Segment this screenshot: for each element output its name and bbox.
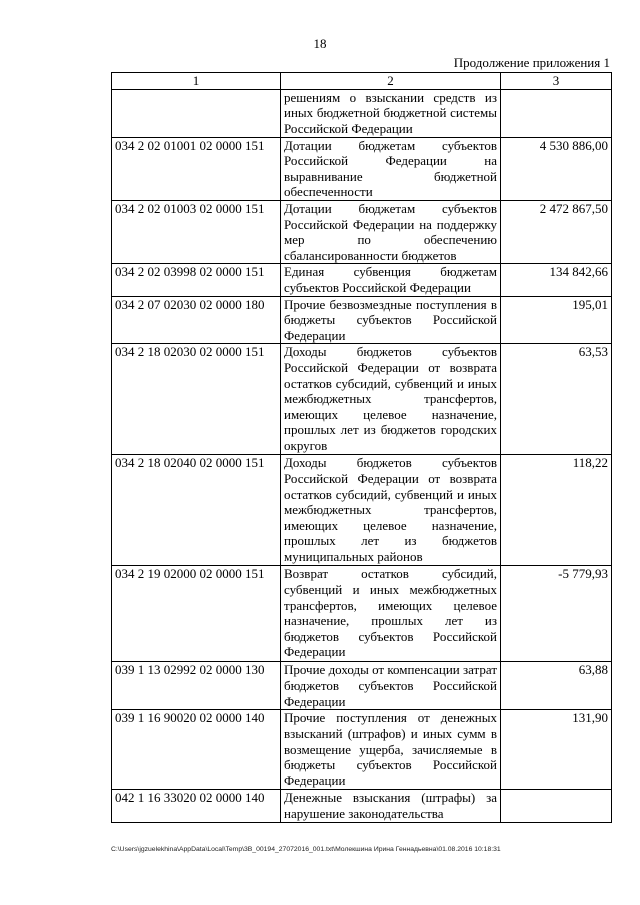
amount: 131,90: [501, 710, 612, 790]
budget-code: 039 1 13 02992 02 0000 130: [112, 662, 281, 710]
revenue-description: Прочие доходы от компенсации затрат бюджетов субъектов Российской Федерации: [281, 662, 501, 710]
column-header-2: 2: [281, 73, 501, 90]
budget-code: 034 2 19 02000 02 0000 151: [112, 566, 281, 662]
table-row: [112, 137, 612, 200]
table-row: [112, 89, 612, 137]
revenue-description: Денежные взыскания (штрафы) за нарушение законодательства: [281, 790, 501, 822]
budget-code: 039 1 16 90020 02 0000 140: [112, 710, 281, 790]
amount: 195,01: [501, 296, 612, 344]
revenue-description: Дотации бюджетам субъектов Российской Федерации на выравнивание бюджетной обеспеченности: [281, 137, 501, 200]
revenue-description: Прочие безвозмездные поступления в бюджеты субъектов Российской Федерации: [281, 296, 501, 344]
table-header-row: [112, 73, 612, 90]
budget-code: [112, 89, 281, 137]
amount: [501, 790, 612, 822]
revenue-description: Прочие поступления от денежных взысканий (штрафов) и иных сумм в возмещение ущерба, зачисляемые в бюджеты субъектов Российской Федерации: [281, 710, 501, 790]
budget-code: 034 2 07 02030 02 0000 180: [112, 296, 281, 344]
amount: 2 472 867,50: [501, 200, 612, 263]
budget-code: 042 1 16 33020 02 0000 140: [112, 790, 281, 822]
revenue-description: Возврат остатков субсидий, субвенций и иных межбюджетных трансфертов, имеющих целевое назначение, прошлых лет из бюджетов субъектов Российской Федерации: [281, 566, 501, 662]
continuation-label: Продолжение приложения 1: [453, 55, 610, 70]
table-row: [112, 264, 612, 296]
table-row: [112, 710, 612, 790]
table-row: [112, 662, 612, 710]
revenue-description: Доходы бюджетов субъектов Российской Федерации от возврата остатков субсидий, субвенций и иных межбюджетных трансфертов, имеющих целевое назначение, прошлых лет из бюджетов муниципальных районов: [281, 455, 501, 566]
table-row: [112, 790, 612, 822]
amount: -5 779,93: [501, 566, 612, 662]
amount: 4 530 886,00: [501, 137, 612, 200]
amount: 63,88: [501, 662, 612, 710]
revenue-description: Единая субвенция бюджетам субъектов Российской Федерации: [281, 264, 501, 296]
table-row: [112, 344, 612, 455]
amount: 118,22: [501, 455, 612, 566]
column-header-3: 3: [501, 73, 612, 90]
table-row: [112, 566, 612, 662]
budget-code: 034 2 18 02040 02 0000 151: [112, 455, 281, 566]
amount: 134 842,66: [501, 264, 612, 296]
revenue-description: Дотации бюджетам субъектов Российской Федерации на поддержку мер по обеспечению сбалансированности бюджетов: [281, 200, 501, 263]
revenue-description: решениям о взыскании средств из иных бюджетной бюджетной системы Российской Федерации: [281, 89, 501, 137]
table-row: [112, 455, 612, 566]
column-header-1: 1: [112, 73, 281, 90]
page-number: 18: [313, 36, 327, 51]
amount: 63,53: [501, 344, 612, 455]
budget-code: 034 2 02 03998 02 0000 151: [112, 264, 281, 296]
table-row: [112, 296, 612, 344]
budget-code: 034 2 02 01001 02 0000 151: [112, 137, 281, 200]
revenue-description: Доходы бюджетов субъектов Российской Федерации от возврата остатков субсидий, субвенций и иных межбюджетных трансфертов, имеющих целевое назначение, прошлых лет из бюджетов городских округов: [281, 344, 501, 455]
table-row: [112, 200, 612, 263]
footer-file-path: C:\Users\jgzuelekhina\AppData\Local\Temp\3B_00194_27072016_001.txt\Молекшина Ирина Геннадьевна\01.08.2016 10:18:31: [111, 846, 501, 853]
budget-code: 034 2 18 02030 02 0000 151: [112, 344, 281, 455]
revenue-table: [111, 72, 612, 823]
amount: [501, 89, 612, 137]
budget-code: 034 2 02 01003 02 0000 151: [112, 200, 281, 263]
